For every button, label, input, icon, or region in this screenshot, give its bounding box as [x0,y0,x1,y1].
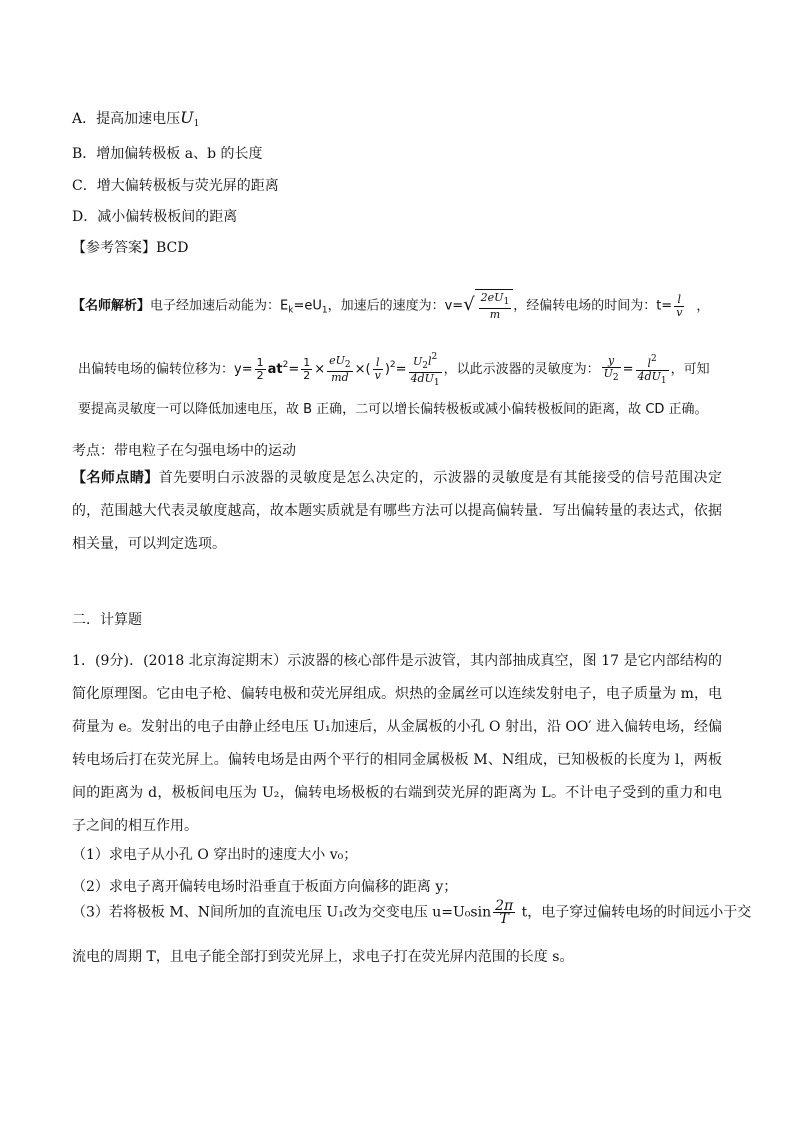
analysis-text: 出偏转电场的偏转位移为：y= [78,362,253,377]
question-2: （2）求电子离开偏转电场时沿垂直于板面方向偏移的距离 y； [72,879,458,895]
option-c: C．增大偏转极板与荧光屏的距离 [72,178,279,194]
option-a-var: U [180,108,194,127]
question-3-cont: 流电的周期 T，且电子能全部打到荧光屏上，求电子打在荧光屏内范围的长度 s。 [72,949,574,965]
problem-paragraph: 1．(9分)．(2018 北京海淀期末）示波器的核心部件是示波管，其内部抽成真空，图 17 是它内部结构的简化原理图。它由电子枪、偏转电极和荧光屏组成。炽热的金属丝可以连续发射电子，电子质量为 m，电荷量为 e。发射出的电子由静止经电压 U₁加速后，从金属板的小孔 O 射出，沿 OO′ 进入偏转电场，经偏转电场后打在荧光屏上。偏转电场是由两个平行的相同金属极板 M、N组成，已知极板的长度为 l，两板间的距离为 d，极板间电压为 U₂，偏转电场极板的右端到荧光屏的距离为 L。不计电子受到的重力和电子之间的相互作用。 [72,653,723,834]
analysis-text: ，加速后的速度为：v= [327,298,464,314]
fraction: $\frac{eU_2}{md}$ [329,354,351,384]
analysis-text: =eU [293,298,322,314]
analysis-text: ， [696,298,710,314]
dianjing-tag: 【名师点睛】 [72,470,159,486]
fraction: $\frac{l}{v}$ [676,292,683,319]
question-3 [72,900,751,925]
analysis-text: ，经偏转电场的时间为：t= [513,298,673,314]
analysis-sub: 1 [321,305,328,316]
option-a-sub: 1 [193,119,200,129]
option-a-label: A．提高加速电压 [72,111,181,127]
fraction: $\frac{1}{2}$ [256,356,264,382]
analysis-line-3: 要提高灵敏度一可以降低加速电压，故 B 正确，二可以增长偏转极板或减小偏转极板间的距离，故 CD 正确。 [78,402,708,417]
analysis-text: 电子经加速后动能为：E [150,298,289,314]
section-title: 二．计算题 [72,612,142,628]
analysis-tag: 【名师解析】 [72,298,151,314]
analysis-sub: k [288,305,294,316]
question-3-text: t，电子穿过偏转电场的时间远小于交 [517,904,752,921]
option-b: B．增加偏转极板 a、b 的长度 [72,146,263,162]
question-1: （1）求电子从小孔 O 穿出时的速度大小 v₀； [72,847,358,863]
fraction: $\frac{l^2}{4dU_1}$ [637,353,667,386]
option-d: D．减小偏转极板间的距离 [72,209,238,225]
analysis-text: ，以此示波器的灵敏度为： [443,362,600,377]
fraction: $\frac{l}{v}$ [374,356,381,382]
sqrt-expression: √ $\frac{2eU_1}{m}$ [463,288,513,324]
fraction: $\frac{1}{2}$ [303,356,311,382]
analysis-line-2: 出偏转电场的偏转位移为：y= $\frac{1}{2}$ $at^2=$ $\frac{1}{2}$ × $\frac{eU_2}{md}$ ×( $\frac{l}{v}$ )$^2$= $\frac{U_2l^2}{4dU_1}$ ，以此示波器的灵敏度为： $\frac{y}{U_2}$ = $\frac{l^2}{4dU_1}$ ，可知 [78,351,710,388]
fraction: $\frac{U_2l^2}{4dU_1}$ [410,351,440,388]
question-3-text: （3）若将极板 M、N间所加的直流电压 U₁改为交变电压 u=U₀sin [72,904,492,921]
dianjing-text: 首先要明白示波器的灵敏度是怎么决定的，示波器的灵敏度是有其能接受的信号范围决定的，范围越大代表灵敏度越高，故本题实质就是有哪些方法可以提高偏转量．写出偏转量的表达式，依据相关量，可以判定选项。 [72,470,723,552]
option-a [72,108,199,134]
analysis-text: ，可知 [670,362,710,377]
fraction: $\frac{2\pi}{T}$ [495,898,514,927]
analysis-line-1 [72,288,709,328]
dianjing-paragraph [72,462,722,561]
reference-answer: 【参考答案】BCD [72,240,189,256]
kaodian: 考点：带电粒子在匀强电场中的运动 [72,443,296,459]
fraction: $\frac{y}{U_2}$ [603,354,619,383]
